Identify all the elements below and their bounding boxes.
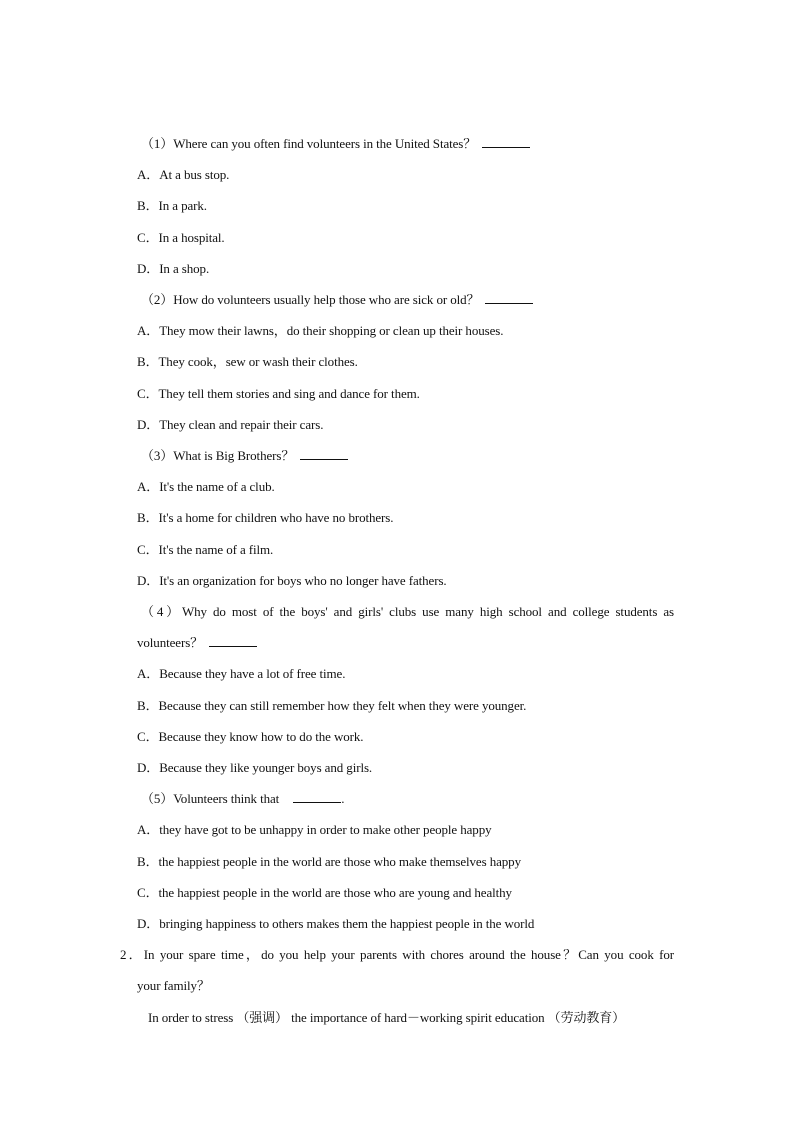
question-1-stem [141, 136, 530, 152]
question-2-option-c: C．They tell them stories and sing and dance for them. [137, 386, 420, 401]
question-1-option-c: C．In a hospital. [137, 230, 225, 245]
question-5-period: . [341, 791, 345, 806]
question-2-option-b: B．They cook，sew or wash their clothes. [137, 354, 358, 369]
question-5-option-c: C．the happiest people in the world are those who are young and healthy [137, 885, 512, 900]
question-2-option-a: A．They mow their lawns，do their shopping or clean up their houses. [137, 323, 504, 338]
question-1-option-d: D．In a shop. [137, 261, 210, 276]
question-4-stem-line2 [137, 635, 257, 651]
answer-blank [300, 448, 348, 460]
question-5-option-d: D．bringing happiness to others makes them the happiest people in the world [137, 916, 535, 931]
answer-blank [485, 292, 533, 304]
question-2-text: （2）How do volunteers usually help those who are sick or old？ [141, 292, 480, 307]
question-4-stem-line1: （4）Why do most of the boys' and girls' clubs use many high school and college students as [141, 604, 674, 619]
question-5-stem [141, 791, 344, 807]
question-2-option-d: D．They clean and repair their cars. [137, 417, 324, 432]
answer-blank [482, 136, 530, 148]
question-4-option-b: B．Because they can still remember how they felt when they were younger. [137, 698, 527, 713]
question-3-option-c: C．It's the name of a film. [137, 542, 274, 557]
answer-blank [293, 791, 341, 803]
question-3-text: （3）What is Big Brothers？ [141, 448, 295, 463]
section-2-line-1: 2．In your spare time，do you help your parents with chores around the house？Can you cook for [120, 947, 674, 962]
question-1-text: （1）Where can you often find volunteers in the United States？ [141, 136, 477, 151]
question-5-text: （5）Volunteers think that [141, 791, 280, 806]
section-2-line-3: In order to stress （强调） the importance of hard－working spirit education （劳动教育） [148, 1010, 626, 1025]
question-4-text: volunteers？ [137, 635, 204, 650]
question-4-option-c: C．Because they know how to do the work. [137, 729, 364, 744]
question-1-option-b: B．In a park. [137, 198, 207, 213]
answer-blank [209, 635, 257, 647]
question-3-stem [141, 448, 348, 464]
question-3-option-d: D．It's an organization for boys who no longer have fathers. [137, 573, 447, 588]
section-2-line-2: your family？ [137, 978, 210, 993]
question-4-option-a: A．Because they have a lot of free time. [137, 666, 346, 681]
question-5-option-b: B．the happiest people in the world are those who make themselves happy [137, 854, 521, 869]
question-5-option-a: A．they have got to be unhappy in order to make other people happy [137, 822, 492, 837]
question-3-option-b: B．It's a home for children who have no brothers. [137, 510, 394, 525]
question-1-option-a: A．At a bus stop. [137, 167, 230, 182]
question-2-stem [141, 292, 533, 308]
question-4-option-d: D．Because they like younger boys and girls. [137, 760, 373, 775]
question-3-option-a: A．It's the name of a club. [137, 479, 275, 494]
